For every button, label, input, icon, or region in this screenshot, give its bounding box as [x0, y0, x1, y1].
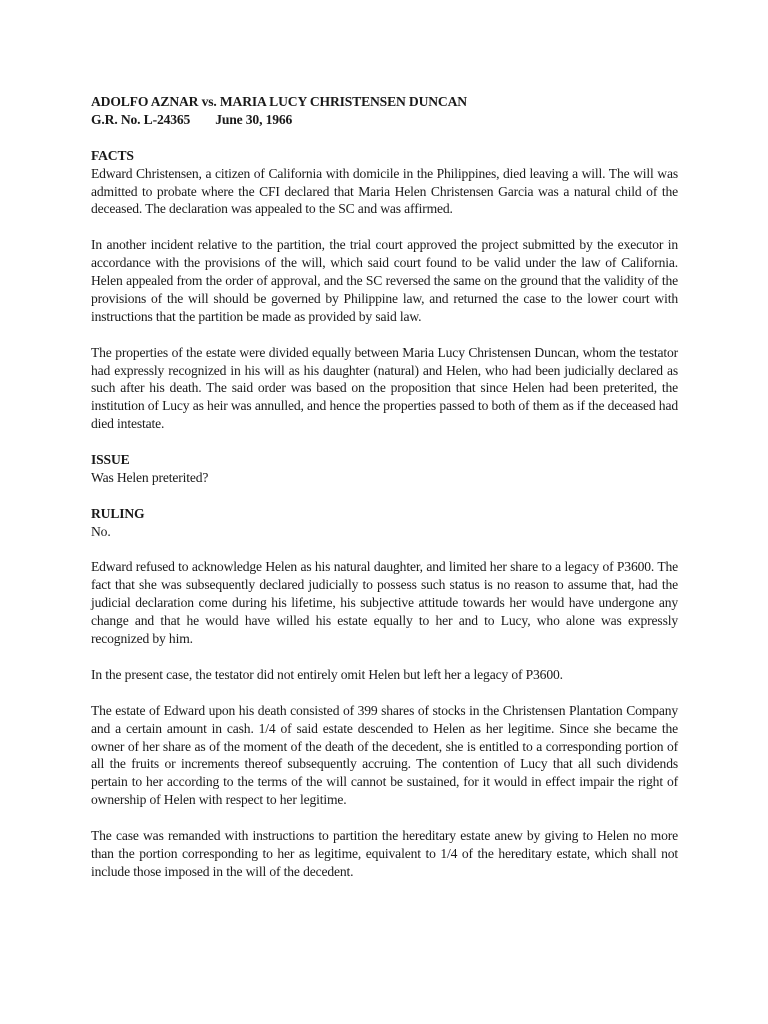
facts-paragraph-3: The properties of the estate were divided equally between Maria Lucy Christensen Duncan, whom the testator had expressly recognized in his will as his daughter (natural) and Helen, who had been judicially declared as such after his death. The said order was based on the proposition that since Helen had been preterited, the institution of Lucy as heir was annulled, and hence the properties passed to both of them as if the deceased had died intestate. [91, 344, 678, 432]
ruling-paragraph-3: The estate of Edward upon his death consisted of 399 shares of stocks in the Christensen Plantation Company and a certain amount in cash. 1/4 of said estate descended to Helen as her legitime. Since she became the owner of her share as of the moment of the death of the decedent, she is entitled to a corresponding portion of all the fruits or increments thereof subsequently accruing. The contention of Lucy that all such dividends pertain to her according to the terms of the will cannot be sustained, for it would in effect impair the right of ownership of Helen with respect to her legitime. [91, 702, 678, 808]
case-title: ADOLFO AZNAR vs. MARIA LUCY CHRISTENSEN DUNCAN [91, 94, 467, 109]
gr-number: G.R. No. L-24365 [91, 111, 191, 127]
issue-text: Was Helen preterited? [91, 469, 209, 485]
ruling-paragraph-1: Edward refused to acknowledge Helen as his natural daughter, and limited her share to a legacy of P3600. The fact that she was subsequently declared judicially to possess such status is no reason to assume that, had the judicial declaration come during his lifetime, his subjective attitude towards her would have undergone any change and that he would have willed his estate equally to her and to Lucy, who alone was expressly recognized by him. [91, 559, 678, 647]
decision-date: June 30, 1966 [215, 111, 293, 127]
ruling-paragraph-2: In the present case, the testator did not entirely omit Helen but left her a legacy of P3600. [91, 666, 563, 682]
facts-paragraph-2: In another incident relative to the partition, the trial court approved the project submitted by the executor in accordance with the provisions of the will, which said court found to be valid under the law of California. Helen appealed from the order of approval, and the SC reversed the same on the ground that the validity of the provisions of the will should be governed by Philippine law, and returned the case to the lower court with instructions that the partition be made as provided by said law. [91, 237, 678, 324]
facts-paragraph-1: Edward Christensen, a citizen of California with domicile in the Philippines, died leaving a will. The will was admitted to probate where the CFI declared that Maria Helen Christensen Garcia was a natural child of the deceased. The declaration was appealed to the SC and was affirmed. [91, 165, 678, 217]
document-page [91, 93, 678, 881]
facts-heading: FACTS [91, 147, 134, 163]
ruling-paragraph-4: The case was remanded with instructions to partition the hereditary estate anew by giving to Helen no more than the portion corresponding to her as legitime, equivalent to 1/4 of the hereditary estate, which shall not include those imposed in the will of the decedent. [91, 828, 678, 879]
ruling-heading: RULING [91, 505, 145, 521]
ruling-answer: No. [91, 523, 111, 539]
case-citation [91, 111, 678, 129]
issue-heading: ISSUE [91, 452, 130, 468]
